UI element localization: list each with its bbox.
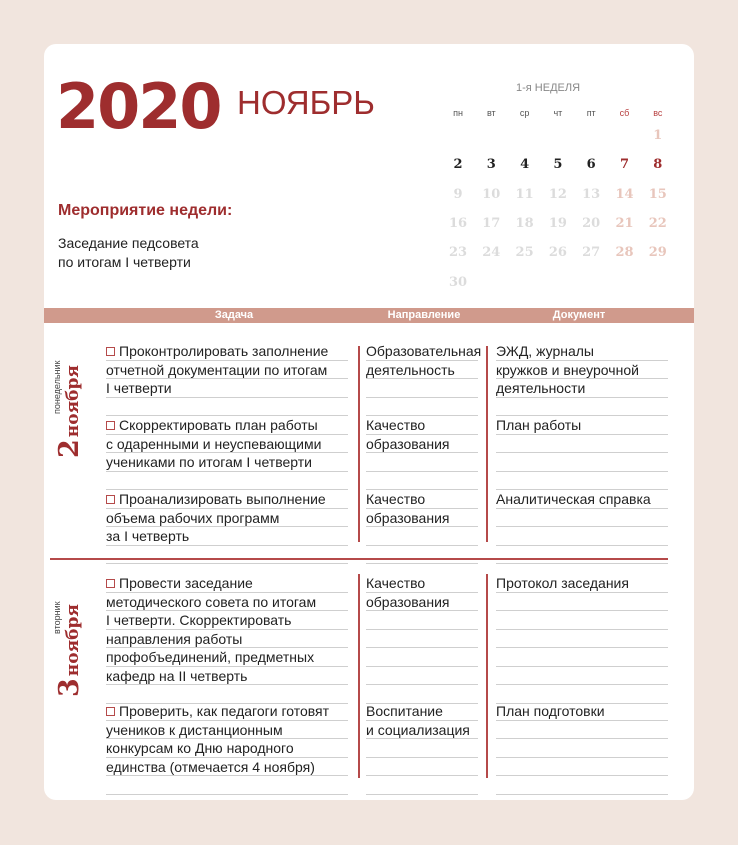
- task-cell[interactable]: [106, 342, 348, 416]
- cell-text: образования: [366, 435, 450, 452]
- task-checkbox[interactable]: [106, 495, 115, 504]
- ruled-line: [366, 666, 478, 667]
- weekday-header: ср: [519, 108, 530, 118]
- header-document: Документ: [552, 309, 606, 321]
- calendar-day: 7: [619, 157, 630, 173]
- event-of-week-label: Мероприятие недели:: [58, 202, 233, 219]
- calendar-day: 4: [520, 157, 530, 173]
- cell-text: отчетной документации по итогам: [106, 361, 328, 378]
- ruled-line: [366, 629, 478, 630]
- calendar-day: 29: [648, 245, 667, 261]
- day-weekday: понедельник: [52, 360, 62, 414]
- cell-line: [106, 611, 291, 630]
- cell-text: единства (отмечается 4 ноября): [106, 758, 315, 775]
- week-label: 1-я НЕДЕЛЯ: [516, 82, 581, 94]
- cell-line: [366, 416, 425, 435]
- cell-text: Проверить, как педагоги готовят: [119, 703, 330, 719]
- cell-text: объема рабочих программ: [106, 509, 280, 526]
- cell-text: образования: [366, 593, 450, 610]
- cell-text: I четверти. Скорректировать: [106, 612, 292, 628]
- cell-text: Проконтролировать заполнение: [119, 343, 329, 359]
- ruled-line: [496, 794, 668, 795]
- document-cell: [496, 490, 668, 564]
- header-direction: Направление: [387, 309, 461, 321]
- calendar-day: 18: [515, 215, 534, 231]
- cell-text: Качество: [366, 575, 426, 591]
- cell-line: [106, 667, 247, 686]
- calendar-day: 3: [486, 157, 496, 173]
- ruled-line: [496, 545, 668, 546]
- cell-line: [496, 416, 581, 435]
- cell-line: [496, 361, 639, 380]
- cell-line: [106, 490, 326, 509]
- calendar-day: 30: [448, 274, 468, 290]
- calendar-day: 10: [482, 186, 501, 202]
- cell-text: деятельности: [496, 380, 586, 396]
- cell-line: [496, 574, 629, 593]
- cell-text: Образовательная: [366, 343, 482, 359]
- weekday-header: чт: [553, 108, 563, 118]
- cell-text: Качество: [366, 491, 426, 507]
- direction-cell: [366, 574, 478, 704]
- weekday-header: пт: [586, 108, 596, 118]
- cell-line: [496, 342, 594, 361]
- calendar-day: 25: [515, 245, 534, 261]
- cell-line: [366, 490, 425, 509]
- cell-text: направления работы: [106, 630, 243, 647]
- calendar-day: 11: [515, 186, 534, 202]
- weekday-header: пн: [453, 108, 463, 118]
- cell-line: [366, 702, 443, 721]
- cell-line: [106, 342, 328, 361]
- ruled-line: [496, 738, 668, 739]
- task-cell[interactable]: [106, 574, 348, 704]
- direction-cell: [366, 416, 478, 490]
- task-checkbox[interactable]: [106, 421, 115, 430]
- task-cell[interactable]: [106, 702, 348, 795]
- day-label: [52, 346, 106, 496]
- ruled-line: [496, 647, 668, 648]
- cell-line: [366, 593, 449, 612]
- day-label: [52, 579, 106, 729]
- cell-line: [106, 379, 172, 398]
- ruled-line: [496, 684, 668, 685]
- cell-text: План работы: [496, 417, 582, 433]
- weekday-header: сб: [619, 108, 630, 118]
- ruled-line: [366, 684, 478, 685]
- calendar-day: 28: [615, 245, 634, 261]
- cell-line: [366, 361, 455, 380]
- cell-text: кружков и внеурочной: [496, 361, 639, 378]
- header-task: Задача: [214, 309, 254, 321]
- day-month: ноября: [63, 365, 83, 438]
- cell-text: Протокол заседания: [496, 575, 629, 591]
- cell-line: [106, 630, 242, 649]
- table-header: [44, 308, 694, 323]
- year-title: 2020: [56, 70, 221, 143]
- cell-text: учениками по итогам I четверти: [106, 454, 312, 470]
- cell-line: [366, 342, 481, 361]
- ruled-line: [366, 397, 478, 398]
- cell-line: [106, 593, 316, 612]
- day-month: ноября: [63, 604, 83, 677]
- cell-line: [496, 379, 585, 398]
- calendar-day: 24: [482, 245, 501, 261]
- cell-line: [496, 702, 605, 721]
- ruled-line: [496, 526, 668, 527]
- event-of-week-text: [58, 234, 199, 272]
- document-cell: [496, 416, 668, 490]
- cell-line: [366, 509, 449, 528]
- calendar-day: 20: [582, 215, 601, 231]
- column-separator: [358, 574, 360, 778]
- cell-text: Аналитическая справка: [496, 491, 651, 507]
- ruled-line: [366, 794, 478, 795]
- cell-text: с одаренными и неуспевающими: [106, 435, 322, 452]
- cell-text: Проанализировать выполнение: [119, 491, 326, 507]
- cell-text: методического совета по итогам: [106, 593, 317, 610]
- ruled-line: [496, 471, 668, 472]
- task-checkbox[interactable]: [106, 347, 115, 356]
- cell-text: профобъединений, предметных: [106, 649, 315, 665]
- month-title: НОЯБРЬ: [237, 84, 375, 121]
- day-weekday: вторник: [52, 601, 62, 634]
- cell-line: [106, 758, 315, 777]
- ruled-line: [496, 757, 668, 758]
- cell-line: [366, 721, 470, 740]
- task-checkbox[interactable]: [106, 579, 115, 588]
- day-number: 2: [54, 439, 85, 458]
- ruled-line: [496, 610, 668, 611]
- task-cell[interactable]: [106, 490, 348, 564]
- cell-text: и социализация: [366, 721, 470, 738]
- calendar-day: 15: [648, 186, 667, 202]
- calendar-day: 14: [615, 186, 634, 202]
- ruled-line: [106, 563, 348, 564]
- calendar-day: 23: [448, 245, 468, 261]
- cell-line: [106, 721, 283, 740]
- ruled-line: [366, 757, 478, 758]
- calendar-day: 22: [648, 215, 667, 231]
- ruled-line: [106, 794, 348, 795]
- cell-line: [366, 574, 425, 593]
- ruled-line: [366, 471, 478, 472]
- column-separator: [486, 346, 488, 542]
- cell-line: [106, 435, 321, 454]
- planner-card: [44, 44, 694, 800]
- calendar-day: 12: [548, 186, 567, 202]
- cell-line: [106, 416, 318, 435]
- ruled-line: [496, 775, 668, 776]
- cell-line: [106, 574, 253, 593]
- cell-line: [106, 648, 314, 667]
- event-line-1: Заседание педсовета: [58, 235, 199, 251]
- ruled-line: [366, 563, 478, 564]
- cell-text: Воспитание: [366, 703, 443, 719]
- cell-text: за I четверть: [106, 528, 190, 544]
- cell-text: учеников к дистанционным: [106, 721, 283, 738]
- ruled-line: [496, 666, 668, 667]
- calendar-day: 19: [548, 215, 567, 231]
- calendar-day: 2: [453, 157, 463, 173]
- cell-text: ЭЖД, журналы: [496, 343, 594, 359]
- calendar-day: 5: [553, 157, 563, 173]
- weekday-header: вс: [653, 108, 663, 118]
- cell-line: [106, 739, 294, 758]
- cell-line: [106, 702, 329, 721]
- cell-line: [106, 361, 327, 380]
- calendar-day: 13: [582, 186, 601, 202]
- cell-text: Провести заседание: [119, 575, 253, 591]
- document-cell: [496, 702, 668, 795]
- direction-cell: [366, 342, 482, 416]
- document-cell: [496, 574, 668, 704]
- cell-text: Качество: [366, 417, 426, 433]
- task-cell[interactable]: [106, 416, 348, 490]
- cell-line: [106, 509, 279, 528]
- ruled-line: [496, 452, 668, 453]
- cell-text: Скорректировать план работы: [119, 417, 318, 433]
- calendar-day: 27: [582, 245, 601, 261]
- column-separator: [486, 574, 488, 778]
- calendar-day: 9: [453, 186, 463, 202]
- calendar-day: 26: [548, 245, 567, 261]
- cell-line: [106, 453, 312, 472]
- calendar-day: 1: [653, 128, 663, 143]
- calendar-day: 21: [615, 215, 634, 231]
- event-line-2: по итогам I четверти: [58, 254, 191, 270]
- ruled-line: [366, 775, 478, 776]
- weekday-header: вт: [486, 108, 496, 118]
- ruled-line: [366, 545, 478, 546]
- ruled-line: [496, 629, 668, 630]
- cell-text: кафедр на II четверть: [106, 667, 248, 684]
- day-number: 3: [54, 678, 85, 697]
- calendar-day: 6: [586, 157, 596, 173]
- ruled-line: [366, 647, 478, 648]
- cell-line: [366, 435, 449, 454]
- cell-text: образования: [366, 509, 450, 526]
- calendar-day: 16: [448, 215, 468, 231]
- cell-text: деятельность: [366, 361, 455, 378]
- direction-cell: [366, 702, 478, 795]
- cell-line: [496, 490, 651, 509]
- cell-text: конкурсам ко Дню народного: [106, 740, 294, 756]
- column-separator: [358, 346, 360, 542]
- cell-line: [106, 527, 189, 546]
- document-cell: [496, 342, 668, 416]
- cell-text: I четверти: [106, 380, 172, 396]
- task-checkbox[interactable]: [106, 707, 115, 716]
- calendar-day: 17: [482, 215, 501, 231]
- direction-cell: [366, 490, 478, 564]
- ruled-line: [496, 563, 668, 564]
- cell-text: План подготовки: [496, 703, 605, 719]
- calendar-day: 8: [653, 157, 663, 173]
